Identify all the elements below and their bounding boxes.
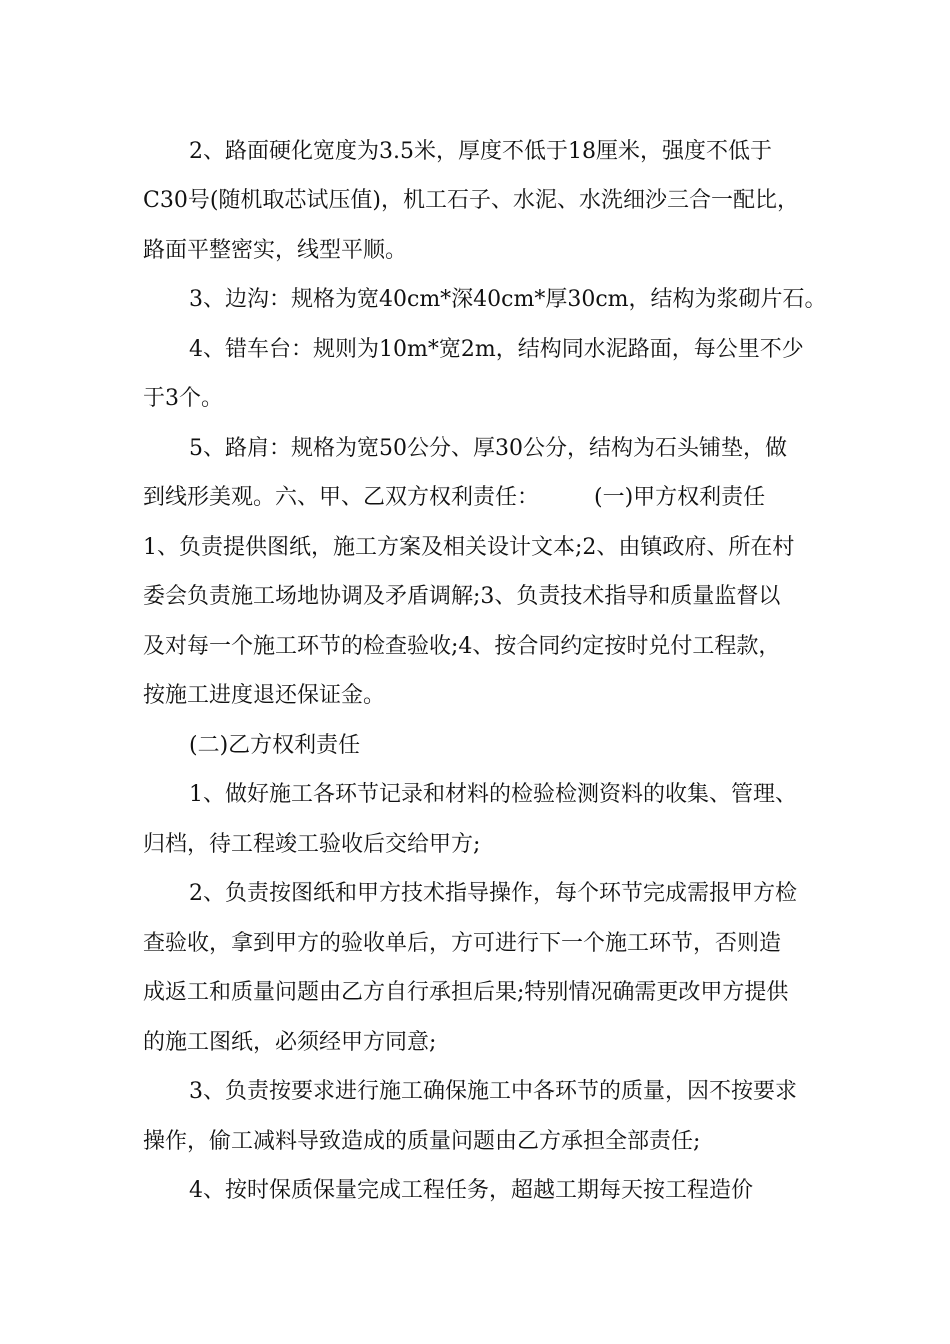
paragraph-line: 委会负责施工场地协调及矛盾调解;3、负责技术指导和质量监督以: [143, 584, 781, 609]
paragraph-line: 查验收，拿到甲方的验收单后，方可进行下一个施工环节，否则造: [143, 931, 782, 956]
paragraph-line: 成返工和质量问题由乙方自行承担后果;特别情况确需更改甲方提供: [143, 980, 789, 1005]
paragraph-line: 2、负责按图纸和甲方技术指导操作，每个环节完成需报甲方检: [189, 881, 797, 906]
paragraph-line: 路面平整密实，线型平顺。: [143, 238, 408, 263]
paragraph-line: 按施工进度退还保证金。: [143, 683, 386, 708]
paragraph-line: 3、边沟：规格为宽40cm*深40cm*厚30cm，结构为浆砌片石。: [189, 287, 827, 312]
paragraph-line: 3、负责按要求进行施工确保施工中各环节的质量，因不按要求: [189, 1079, 797, 1104]
paragraph-line: 到线形美观。六、甲、乙双方权利责任： (一)甲方权利责任: [143, 485, 766, 510]
paragraph-line: 2、路面硬化宽度为3.5米，厚度不低于18厘米，强度不低于: [189, 139, 772, 164]
paragraph-line: 4、错车台：规则为10m*宽2m，结构同水泥路面，每公里不少: [189, 337, 804, 362]
paragraph-line: 操作，偷工减料导致造成的质量问题由乙方承担全部责任;: [143, 1129, 701, 1154]
paragraph-line: 归档，待工程竣工验收后交给甲方;: [143, 832, 481, 857]
section-heading: (二)乙方权利责任: [189, 733, 361, 758]
paragraph-line: 及对每一个施工环节的检查验收;4、按合同约定按时兑付工程款，: [143, 634, 781, 659]
paragraph-line: 于3个。: [143, 386, 223, 411]
paragraph-line: 1、负责提供图纸，施工方案及相关设计文本;2、由镇政府、所在村: [143, 535, 795, 560]
paragraph-line: 5、路肩：规格为宽50公分、厚30公分，结构为石头铺垫，做: [189, 436, 787, 461]
paragraph-line: C30号(随机取芯试压值)，机工石子、水泥、水洗细沙三合一配比，: [143, 188, 799, 213]
paragraph-line: 的施工图纸，必须经甲方同意;: [143, 1030, 437, 1055]
paragraph-line: 4、按时保质保量完成工程任务，超越工期每天按工程造价: [189, 1178, 753, 1203]
paragraph-line: 1、做好施工各环节记录和材料的检验检测资料的收集、管理、: [189, 782, 797, 807]
